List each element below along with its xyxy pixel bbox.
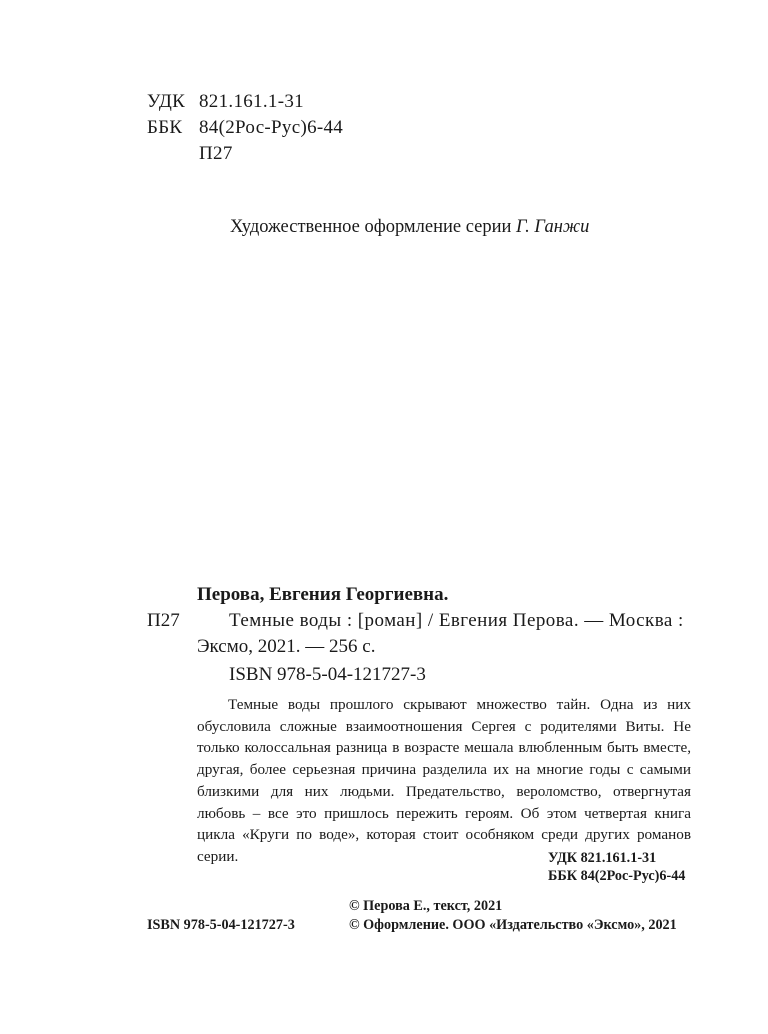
author-sign: П27 (199, 143, 233, 164)
footer-udk: УДК 821.161.1-31 (548, 850, 657, 866)
bbk-value: 84(2Рос-Рус)6-44 (199, 117, 344, 138)
bbk-label: ББК (147, 117, 183, 138)
copyright-design: © Оформление. ООО «Издательство «Эксмо», 2021 (349, 917, 677, 933)
author-sign-row (147, 143, 233, 165)
series-credit-text: Художественное оформление серии (230, 217, 512, 237)
bbk-code (147, 117, 343, 139)
series-credit (230, 217, 589, 238)
catalog-isbn: ISBN 978-5-04-121727-3 (229, 664, 426, 685)
catalog-sign: П27 (147, 610, 180, 631)
catalog-line-2: Эксмо, 2021. — 256 с. (197, 636, 376, 657)
annotation-paragraph: Темные воды прошлого скрывают множество тайн. Одна из них обусловила сложные взаимоотношения Сергея с родителями Виты. Не только колоссальная разница в возрасте мешала влюбленным быть вместе, другая, более серьезная причина разделила их на многие годы с самыми близкими для них людьми. Предательство, вероломство, отвергнутая любовь – все это пришлось пережить героям. Об этом четвертая книга цикла «Круги по воде», которая стоит особняком среди других романов серии. (197, 696, 691, 865)
catalog-line-1: Темные воды : [роман] / Евгения Перова. — Москва : (229, 610, 684, 631)
footer-bbk: ББК 84(2Рос-Рус)6-44 (548, 868, 686, 884)
catalog-author: Перова, Евгения Георгиевна. (197, 584, 449, 605)
udk-label: УДК (147, 91, 186, 112)
footer-isbn: ISBN 978-5-04-121727-3 (147, 917, 295, 933)
udk-code (147, 91, 304, 113)
copyright-text: © Перова Е., текст, 2021 (349, 898, 503, 914)
udk-value: 821.161.1-31 (199, 91, 304, 112)
series-credit-name: Г. Ганжи (516, 217, 590, 237)
